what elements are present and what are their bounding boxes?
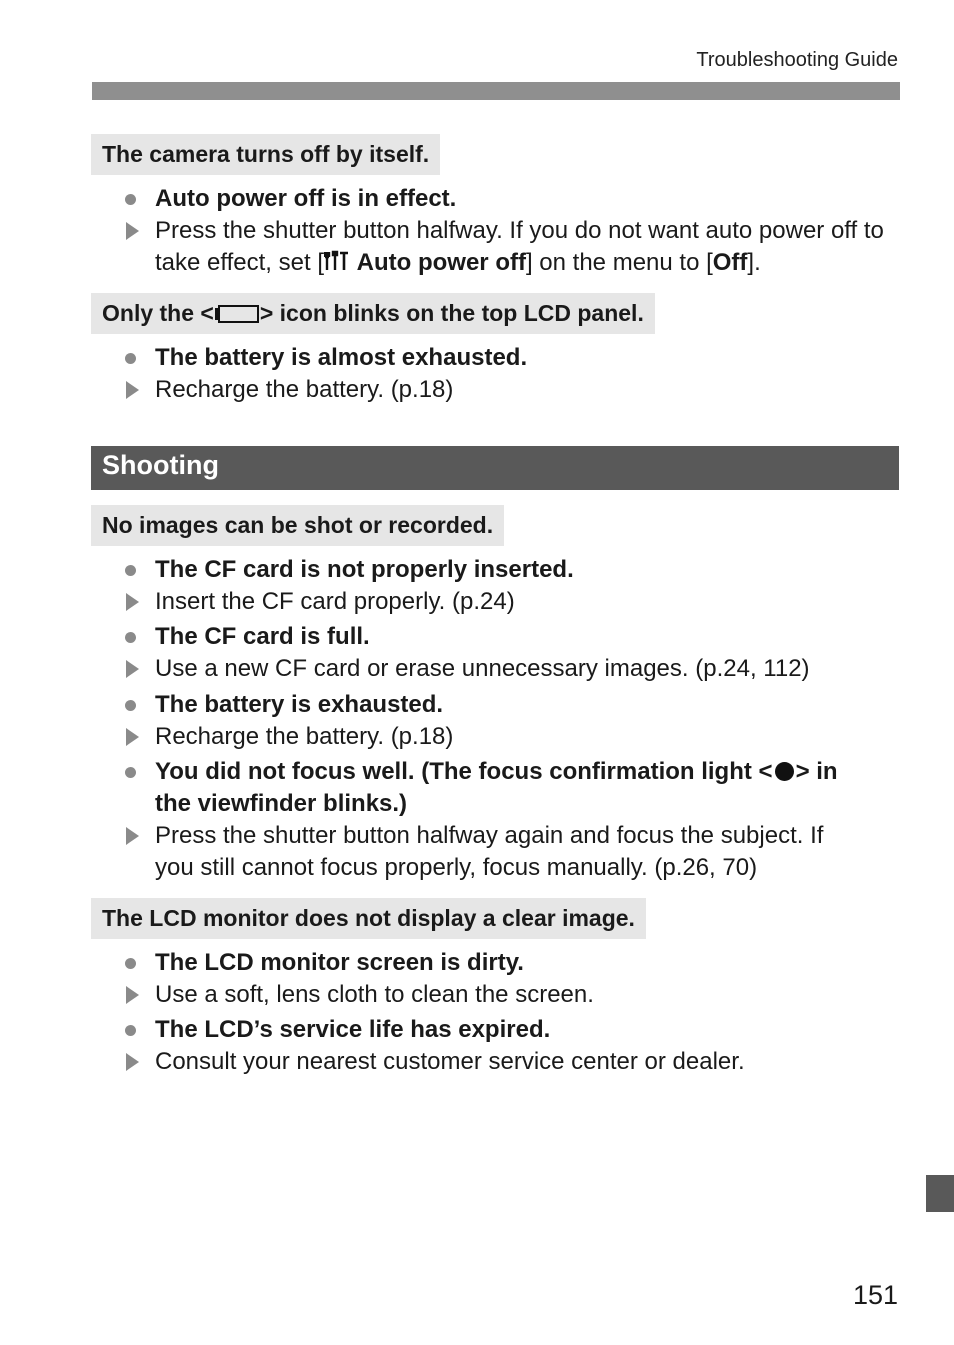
remedy-arrow-icon [122, 979, 142, 1011]
cause-bullet [122, 756, 142, 788]
remedy-text: Recharge the battery. (p.18) [155, 723, 454, 750]
topic-heading-part: > icon blinks on the top LCD panel. [259, 300, 644, 326]
remedy-text: Press the shutter button halfway again and focus the subject. If [155, 822, 824, 849]
cause-text: The LCD’s service life has expired. [155, 1016, 551, 1043]
remedy-text-part: ] on the menu to [ [525, 249, 713, 276]
cause-text: Auto power off is in effect. [155, 185, 457, 212]
cause-text-part: > in [795, 758, 838, 785]
remedy-text-part: ]. [747, 249, 761, 276]
menu-value-label: Off [712, 249, 748, 276]
cause-bullet [122, 342, 142, 374]
remedy-text-part: Press the shutter button halfway. If you do not want auto power off to take effect, set [ [155, 217, 884, 276]
section-heading-shooting: Shooting [91, 446, 899, 490]
cause-text: The CF card is full. [155, 623, 370, 650]
cause-text-part: You did not focus well. (The focus confirmation light < [155, 758, 773, 785]
remedy-arrow-icon [122, 653, 142, 685]
remedy-arrow-icon [122, 374, 142, 406]
remedy-text: Use a soft, lens cloth to clean the screen. [155, 981, 594, 1008]
remedy-text: Recharge the battery. (p.18) [155, 376, 454, 403]
remedy-arrow-icon [122, 721, 142, 753]
remedy-arrow-icon [122, 215, 142, 247]
topic-heading-battery-blinks [91, 293, 655, 334]
remedy-arrow-icon [122, 820, 142, 852]
battery-icon [214, 305, 260, 323]
topic-heading-camera-off: The camera turns off by itself. [91, 134, 440, 175]
header-rule [92, 82, 900, 100]
cause-bullet [122, 621, 142, 653]
cause-text: The battery is exhausted. [155, 691, 444, 718]
cause-bullet [122, 554, 142, 586]
topic-heading-lcd-unclear: The LCD monitor does not display a clear image. [91, 898, 646, 939]
running-header: Troubleshooting Guide [696, 49, 898, 71]
topic-heading-part: Only the < [102, 300, 214, 326]
remedy-text [155, 215, 895, 279]
cause-text-line2: the viewfinder blinks.) [155, 790, 408, 817]
cause-text: The battery is almost exhausted. [155, 344, 528, 371]
cause-text: The LCD monitor screen is dirty. [155, 949, 524, 976]
remedy-text: Consult your nearest customer service center or dealer. [155, 1048, 745, 1075]
cause-bullet [122, 689, 142, 721]
chapter-thumb-tab [926, 1175, 954, 1212]
remedy-text: Use a new CF card or erase unnecessary images. (p.24, 112) [155, 655, 810, 682]
setup-tools-icon [324, 250, 350, 272]
page-number: 151 [852, 1280, 898, 1310]
remedy-text: Insert the CF card properly. (p.24) [155, 588, 515, 615]
topic-heading-no-images: No images can be shot or recorded. [91, 505, 504, 546]
remedy-text-line2: you still cannot focus properly, focus manually. (p.26, 70) [155, 854, 758, 881]
cause-bullet [122, 947, 142, 979]
remedy-arrow-icon [122, 586, 142, 618]
cause-bullet [122, 1014, 142, 1046]
menu-item-label: Auto power off [356, 249, 526, 276]
cause-bullet [122, 183, 142, 215]
focus-confirmation-dot-icon [775, 762, 794, 781]
remedy-arrow-icon [122, 1046, 142, 1078]
cause-text: The CF card is not properly inserted. [155, 556, 574, 583]
cause-text [155, 756, 895, 788]
